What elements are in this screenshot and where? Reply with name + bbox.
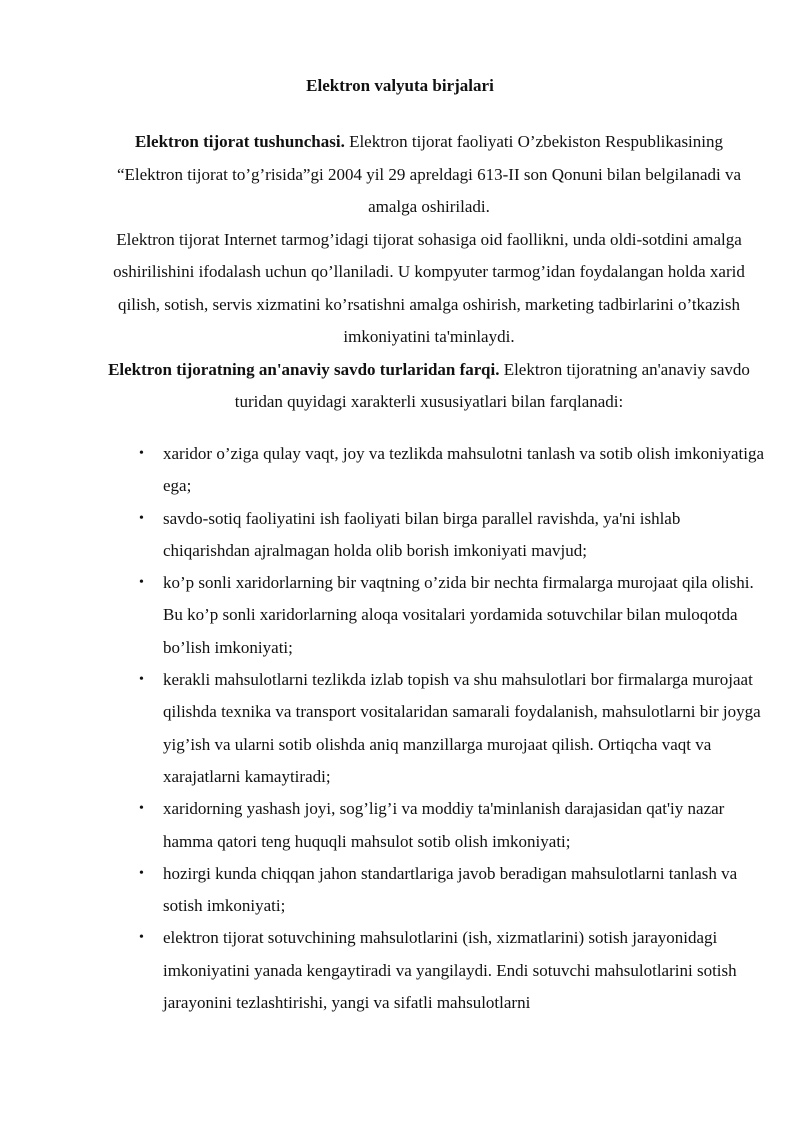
bullet-icon: • [139,672,144,688]
list-item [130,438,770,503]
list-item [130,922,770,1019]
list-item [130,567,770,664]
section-heading-concept: Elektron tijorat tushunchasi. [134,132,345,151]
list-item-text: xaridor o’ziga qulay vaqt, joy va tezlikda mahsulotni tanlash va sotib olish imkoniyatiga ega; [163,444,765,496]
bullet-icon: • [139,446,144,461]
intro-paragraph-text: Elektron tijorat Internet tarmog’idagi tijorat sohasiga oid faollikni, unda oldi-sotdini amalga oshirilishini ifodalash uchun qo’llaniladi. U kompyuter tarmog’idan foydalangan holda xarid qilish, sotish, servis xizmatini ko’rsatishni amalga oshirish, marketing tadbirlarini o’tkazish imkoniyatini ta'minlaydi. [113,229,745,346]
list-item [130,858,770,923]
intro-paragraph [108,224,750,354]
list-item-text: elektron tijorat sotuvchining mahsulotlarini (ish, xizmatlarini) sotish jarayonidagi imkoniyatini yanada kengaytiradi va yangilaydi. Endi sotuvchi mahsulotlarini sotish jarayonini tezlashtirishi, yangi va sifatli mahsulotlarni [163,928,737,1013]
list-item [130,664,770,793]
bullet-icon: • [139,865,144,881]
list-item-text: hozirgi kunda chiqqan jahon standartlariga javob beradigan mahsulotlarni tanlash va sotish imkoniyati; [163,863,738,916]
bullet-icon: • [139,510,144,526]
document-title: Elektron valyuta birjalari [306,76,494,95]
list-item-text: kerakli mahsulotlarni tezlikda izlab topish va shu mahsulotlari bor firmalarga murojaat qilishda texnika va transport vositalaridan samarali foydalanish, mahsulotlarni bir joyga yig’ish va ularni sotib olishda aniq manzillarga murojaat qilish. Ortiqcha vaqt va xarajatlarni kamaytiradi; [163,670,761,786]
intro-paragraph [108,354,750,419]
bullet-icon: • [139,801,144,817]
section-heading-difference: Elektron tijoratning an'anaviy savdo turlaridan farqi. [108,359,500,379]
intro-paragraph [108,126,750,224]
bullet-icon: • [139,930,144,946]
list-item-text: ko’p sonli xaridorlarning bir vaqtning o’zida bir nechta firmalarga murojaat qila olishi. Bu ko’p sonli xaridorlarning aloqa vositalari yordamida sotuvchilar bilan muloqotda bo’lish imkoniyati; [163,573,754,657]
list-item-text: savdo-sotiq faoliyatini ish faoliyati bilan birga parallel ravishda, ya'ni ishlab chiqarishdan ajralmagan holda olib borish imkoniyati mavjud; [163,508,681,560]
list-item [130,793,770,858]
intro-paragraph-text: Elektron tijorat faoliyati O’zbekiston Respublikasining “Elektron tijorat to’g’risida”gi 2004 yil 29 apreldagi 613-II son Qonuni bilan belgilanadi va amalga oshiriladi. [116,132,742,216]
features-list [130,438,770,1019]
bullet-icon: • [139,575,144,591]
list-item-text: xaridorning yashash joyi, sog’lig’i va moddiy ta'minlanish darajasidan qat'iy nazar hamma qatori teng huquqli mahsulot sotib olish imkoniyati; [163,799,725,851]
intro-paragraph-text: Elektron tijoratning an'anaviy savdo turidan quyidagi xarakterli xususiyatlari bilan farqlanadi: [234,359,750,411]
list-item [130,503,770,568]
intro-section [108,126,750,419]
